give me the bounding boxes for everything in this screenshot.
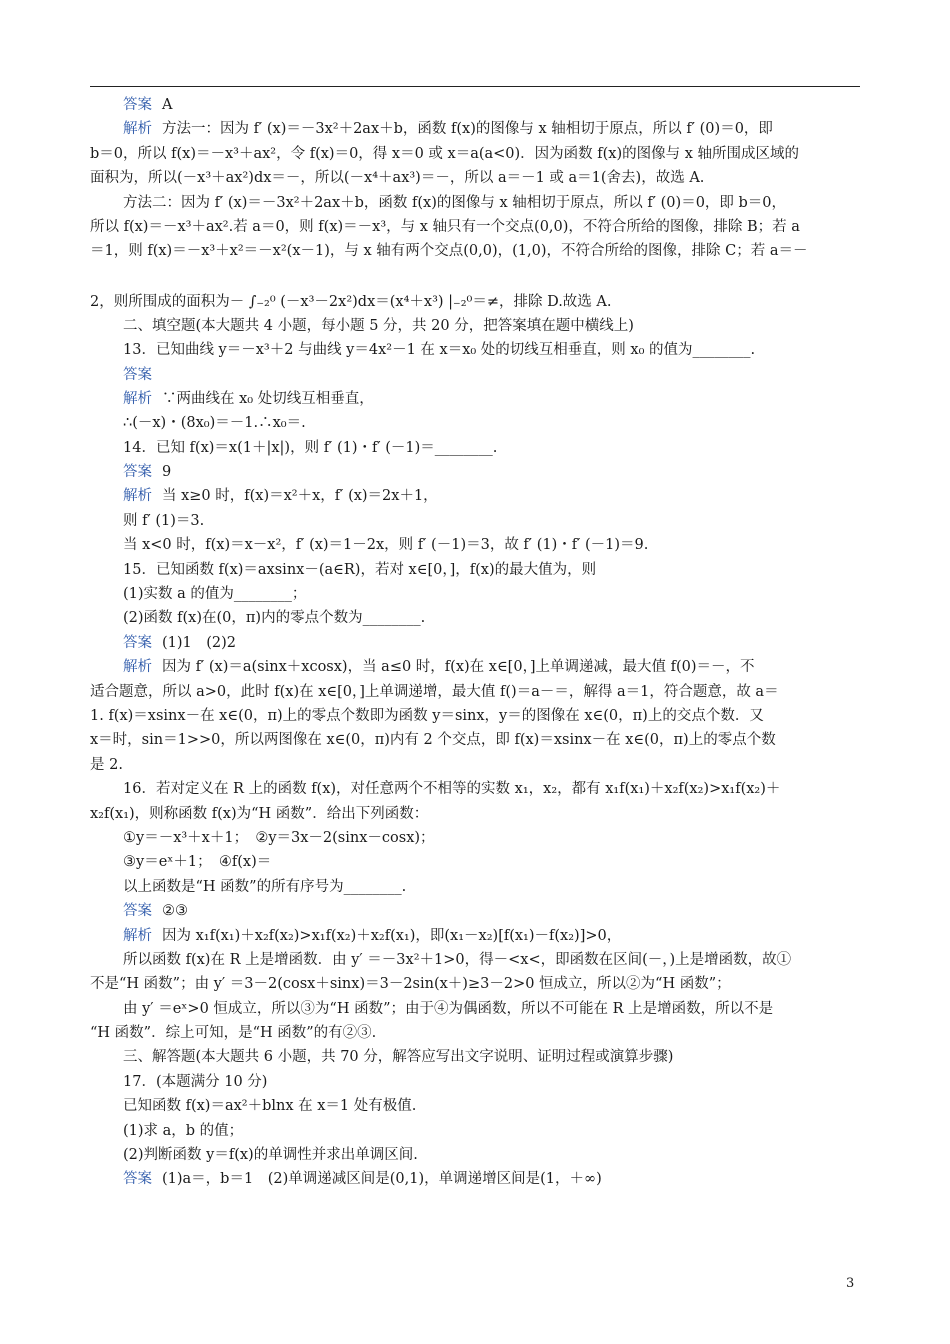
text-line: [90, 1143, 860, 1167]
document-body: [90, 93, 860, 1192]
text-line: [90, 411, 860, 435]
text-line: [90, 850, 860, 874]
text-line: [90, 264, 860, 314]
line-text: 14．已知 f(x)＝x(1＋|x|)，则 f′ (1)・f′ (－1)＝________.: [123, 439, 498, 456]
line-text: 1. f(x)＝xsinx－在 x∈(0，π)上的零点个数即为函数 y＝sinx，y＝的图像在 x∈(0，π)上的交点个数．又: [90, 707, 764, 724]
line-text: (1)实数 a 的值为________；: [123, 586, 307, 603]
line-text: 已知函数 f(x)＝ax²＋blnx 在 x＝1 处有极值.: [123, 1098, 417, 1115]
text-line: [90, 363, 860, 387]
line-text: (2)判断函数 y＝f(x)的单调性并求出单调区间.: [123, 1147, 418, 1164]
answer-label: 答案: [123, 97, 152, 113]
line-text: 是 2.: [90, 756, 123, 773]
text-line: [90, 314, 860, 338]
analysis-label: 解析: [123, 488, 152, 505]
line-text: 2，则所围成的面积为－ ∫₋₂⁰ (－x³－2x²)dx＝(x⁴＋x³) |₋₂⁰＝≠，排除 D.故选 A.: [90, 293, 612, 310]
text-line: [90, 558, 860, 582]
analysis-label: 解析: [123, 121, 152, 138]
line-text: (1)1 (2)2: [162, 634, 237, 651]
line-text: 所以函数 f(x)在 R 上是增函数．由 y′ ＝－3x²＋1>0，得－<x<，即函数在区间(－，)上是增函数，故①: [123, 951, 792, 968]
line-text: ∴(－x)・(8x₀)＝－1.∴x₀＝.: [123, 415, 306, 432]
text-line: [90, 215, 860, 239]
text-line: [90, 728, 860, 752]
text-line: [90, 166, 860, 190]
line-text: 方法二：因为 f′ (x)＝－3x²＋2ax＋b，函数 f(x)的图像与 x 轴相切于原点，所以 f′ (0)＝0，即 b＝0，: [123, 194, 787, 211]
line-text: b＝0，所以 f(x)＝－x³＋ax²，令 f(x)＝0，得 x＝0 或 x＝a(a<0)．因为函数 f(x)的图像与 x 轴所围成区域的: [90, 145, 800, 162]
text-line: [90, 93, 860, 117]
answer-label: 答案: [123, 903, 152, 920]
answer-label: 答案: [123, 634, 152, 651]
line-text: (1)a＝，b＝1 (2)单调递减区间是(0,1)，单调递增区间是(1，＋∞): [162, 1171, 602, 1188]
text-line: [90, 509, 860, 533]
line-text: 以上函数是“H 函数”的所有序号为________.: [123, 878, 407, 895]
analysis-label: 解析: [123, 659, 152, 676]
line-text: 面积为，所以(－x³＋ax²)dx＝－，所以(－x⁴＋ax³)＝－，所以 a＝－1 或 a＝1(舍去)，故选 A.: [90, 170, 705, 187]
text-line: [90, 680, 860, 704]
text-line: [90, 948, 860, 972]
text-line: [90, 631, 860, 655]
text-line: [90, 460, 860, 484]
text-line: [90, 1094, 860, 1118]
line-text: ∵两曲线在 x₀ 处切线互相垂直，: [162, 390, 374, 407]
text-line: [90, 387, 860, 411]
text-line: [90, 777, 860, 801]
analysis-label: 解析: [123, 390, 152, 407]
line-text: 不是“H 函数”；由 y′ ＝3－2(cosx＋sinx)＝3－2sin(x＋)≥3－2>0 恒成立，所以②为“H 函数”；: [90, 976, 731, 993]
text-line: [90, 972, 860, 996]
text-line: [90, 582, 860, 606]
line-text: 则 f′ (1)＝3.: [123, 512, 205, 529]
line-text: 15．已知函数 f(x)＝axsinx－(a∈R)，若对 x∈[0，]，f(x)的最大值为，则: [123, 561, 597, 578]
text-line: [90, 655, 860, 679]
text-line: [90, 802, 860, 826]
page-number: 3: [846, 1276, 855, 1291]
text-line: [90, 191, 860, 215]
line-text: 13．已知曲线 y＝－x³＋2 与曲线 y＝4x²－1 在 x＝x₀ 处的切线互相垂直，则 x₀ 的值为________.: [123, 342, 756, 359]
line-text: ③y＝eˣ＋1； ④f(x)＝: [123, 854, 272, 871]
analysis-label: 解析: [123, 927, 152, 944]
text-line: [90, 875, 860, 899]
line-text: x₂f(x₁)，则称函数 f(x)为“H 函数”．给出下列函数：: [90, 805, 429, 822]
text-line: [90, 1045, 860, 1069]
line-text: 三、解答题(本大题共 6 小题，共 70 分，解答应写出文字说明、证明过程或演算步骤): [123, 1049, 674, 1066]
text-line: [90, 436, 860, 460]
line-text: A: [162, 97, 173, 113]
text-line: [90, 1021, 860, 1045]
line-text: 适合题意，所以 a>0，此时 f(x)在 x∈[0，]上单调递增，最大值 f()＝a－＝，解得 a＝1，符合题意，故 a＝: [90, 683, 779, 700]
line-text: 因为 f′ (x)＝a(sinx＋xcosx)，当 a≤0 时，f(x)在 x∈[0，]上单调递减，最大值 f(0)＝－，不: [162, 659, 755, 676]
text-line: [90, 704, 860, 728]
text-line: [90, 899, 860, 923]
answer-label: 答案: [123, 366, 152, 383]
line-text: x＝时，sin＝1>>0，所以两图像在 x∈(0，π)内有 2 个交点，即 f(x)＝xsinx－在 x∈(0，π)上的零点个数: [90, 732, 776, 749]
line-text: “H 函数”．综上可知，是“H 函数”的有②③.: [90, 1025, 377, 1042]
header-rule: [90, 86, 860, 87]
text-line: [90, 117, 860, 141]
text-line: [90, 753, 860, 777]
text-line: [90, 997, 860, 1021]
line-text: (1)求 a，b 的值；: [123, 1122, 244, 1139]
text-line: [90, 826, 860, 850]
line-text: 二、填空题(本大题共 4 小题，每小题 5 分，共 20 分，把答案填在题中横线上): [123, 317, 634, 334]
line-text: ②③: [162, 903, 188, 920]
line-text: ①y＝－x³＋x＋1； ②y＝3x－2(sinx－cosx)；: [123, 829, 435, 846]
text-line: [90, 606, 860, 630]
text-line: [90, 1119, 860, 1143]
line-text: ＝1，则 f(x)＝－x³＋x²＝－x²(x－1)，与 x 轴有两个交点(0,0)，(1,0)，不符合所给的图像，排除 C；若 a＝－: [90, 243, 808, 260]
text-line: [90, 484, 860, 508]
answer-label: 答案: [123, 1171, 152, 1188]
line-text: 由 y′ ＝eˣ>0 恒成立，所以③为“H 函数”；由于④为偶函数，所以不可能在 R 上是增函数，所以不是: [123, 1000, 774, 1017]
line-text: 所以 f(x)＝－x³＋ax².若 a＝0，则 f(x)＝－x³，与 x 轴只有一个交点(0,0)，不符合所给的图像，排除 B；若 a: [90, 218, 800, 235]
text-line: [90, 338, 860, 362]
line-text: 方法一：因为 f′ (x)＝－3x²＋2ax＋b，函数 f(x)的图像与 x 轴相切于原点，所以 f′ (0)＝0，即: [162, 121, 773, 138]
line-text: (2)函数 f(x)在(0，π)内的零点个数为________.: [123, 610, 426, 627]
text-line: [90, 924, 860, 948]
line-text: 因为 x₁f(x₁)＋x₂f(x₂)>x₁f(x₂)＋x₂f(x₁)，即(x₁－x₂)[f(x₁)－f(x₂)]>0，: [162, 927, 622, 944]
text-line: [90, 1167, 860, 1191]
line-text: 当 x≥0 时，f(x)＝x²＋x，f′ (x)＝2x＋1，: [162, 488, 438, 505]
line-text: 当 x<0 时，f(x)＝x－x²，f′ (x)＝1－2x，则 f′ (－1)＝3，故 f′ (1)・f′ (－1)＝9.: [123, 537, 649, 554]
text-line: [90, 142, 860, 166]
text-line: [90, 239, 860, 263]
line-text: 9: [162, 464, 172, 481]
line-text: 16．若对定义在 R 上的函数 f(x)，对任意两个不相等的实数 x₁，x₂，都有 x₁f(x₁)＋x₂f(x₂)>x₁f(x₂)＋: [123, 781, 781, 798]
text-line: [90, 1070, 860, 1094]
line-text: 17．(本题满分 10 分): [123, 1073, 268, 1090]
answer-label: 答案: [123, 464, 152, 481]
text-line: [90, 533, 860, 557]
